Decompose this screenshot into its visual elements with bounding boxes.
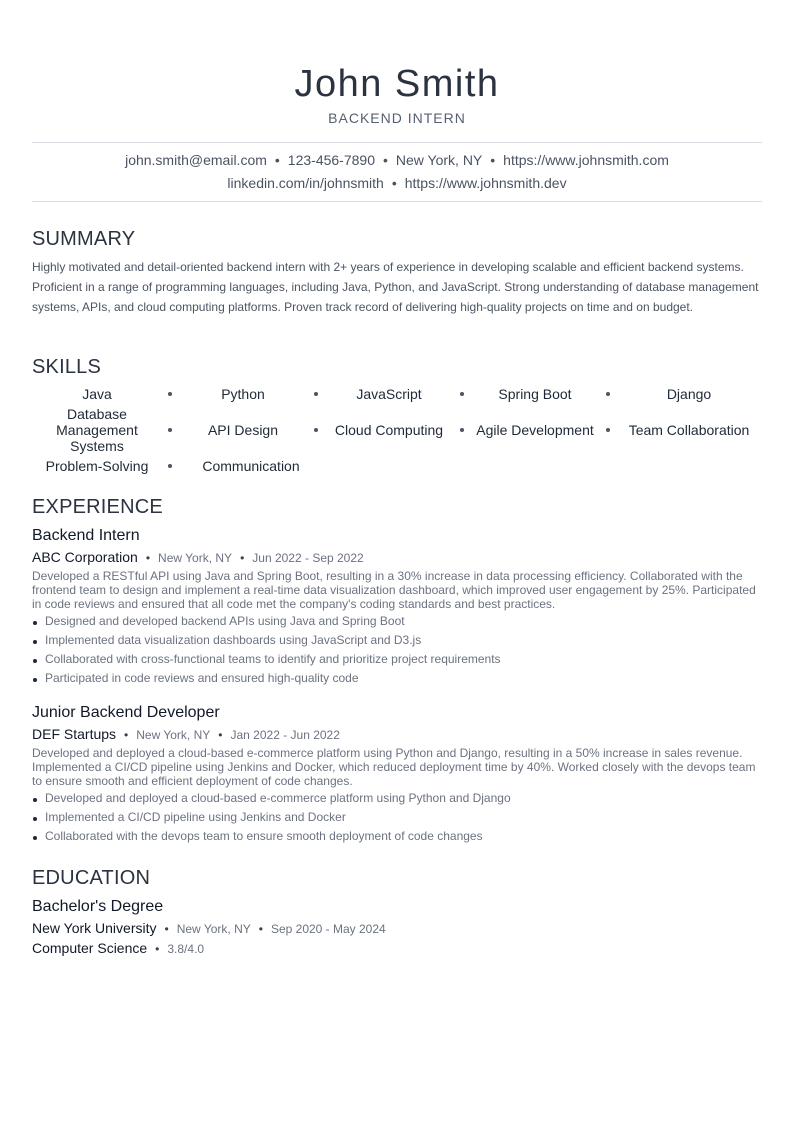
website-link[interactable]: https://www.johnsmith.com — [503, 152, 669, 168]
separator: • — [164, 922, 169, 936]
education-major-meta — [32, 940, 204, 957]
job-location: New York, NY — [158, 551, 233, 565]
list-item — [32, 809, 762, 828]
email-link[interactable]: john.smith@email.com — [125, 152, 267, 168]
experience-heading: EXPERIENCE — [32, 496, 163, 518]
job-location: New York, NY — [136, 728, 211, 742]
bullet-icon — [33, 621, 37, 625]
separator: • — [258, 922, 263, 936]
skill-separator — [606, 392, 610, 396]
education-heading: EDUCATION — [32, 867, 151, 889]
degree-title: Bachelor's Degree — [32, 898, 164, 915]
bullet-icon — [33, 659, 37, 663]
major: Computer Science — [32, 940, 148, 956]
bullet-text: Collaborated with the devops team to ensure smooth deployment of code changes — [45, 829, 483, 843]
list-item — [32, 632, 762, 651]
gpa: 3.8/4.0 — [167, 942, 205, 956]
skill-item: Spring Boot — [498, 386, 572, 402]
skill-separator — [314, 392, 318, 396]
job-bullets — [32, 790, 762, 847]
separator: • — [124, 728, 129, 742]
divider — [32, 201, 762, 202]
skill-separator — [460, 392, 464, 396]
list-item — [32, 790, 762, 809]
bullet-text: Developed and deployed a cloud-based e-commerce platform using Python and Django — [45, 791, 511, 805]
job-meta — [32, 549, 364, 566]
bullet-text: Designed and developed backend APIs using Java and Spring Boot — [45, 614, 405, 628]
company-name: ABC Corporation — [32, 549, 138, 565]
job-bullets — [32, 613, 762, 689]
skill-item: Database Management Systems — [56, 406, 138, 454]
job-dates: Jun 2022 - Sep 2022 — [252, 551, 364, 565]
skill-item: Communication — [202, 458, 300, 474]
list-item — [32, 613, 762, 632]
bullet-text: Implemented data visualization dashboards using JavaScript and D3.js — [45, 633, 422, 647]
divider — [32, 142, 762, 143]
skill-separator — [314, 428, 318, 432]
skills-row — [32, 406, 762, 456]
separator: • — [391, 175, 397, 191]
phone-number[interactable]: 123-456-7890 — [287, 152, 375, 168]
location: New York, NY — [395, 152, 483, 168]
separator: • — [382, 152, 388, 168]
separator: • — [490, 152, 496, 168]
separator: • — [274, 152, 280, 168]
bullet-text: Participated in code reviews and ensured high-quality code — [45, 671, 359, 685]
job-description: Developed a RESTful API using Java and Spring Boot, resulting in a 30% increase in data processing efficiency. Collaborated with the frontend team to design and implement a real-time data visualization dashboard, which improved user engagement by 25%. Participated in code reviews and ensured that all code met the company's coding standards and best practices. — [32, 569, 756, 611]
job-meta — [32, 726, 340, 743]
linkedin-link[interactable]: linkedin.com/in/johnsmith — [227, 175, 384, 191]
bullet-icon — [33, 678, 37, 682]
skill-item: Agile Development — [476, 422, 594, 438]
bullet-text: Implemented a CI/CD pipeline using Jenkins and Docker — [45, 810, 346, 824]
bullet-icon — [33, 817, 37, 821]
skills-heading: SKILLS — [32, 356, 102, 378]
skill-item: JavaScript — [356, 386, 422, 402]
bullet-text: Collaborated with cross-functional teams to identify and prioritize project requirements — [45, 652, 501, 666]
list-item — [32, 828, 762, 847]
separator: • — [155, 942, 160, 956]
summary-text: Highly motivated and detail-oriented backend intern with 2+ years of experience in developing scalable and efficient backend systems. Proficient in a range of programming languages, including Java, Python, and JavaScript. Strong understanding of database management systems, APIs, and cloud computing platforms. Proven track record of delivering high-quality projects on time and on budget. — [32, 260, 759, 314]
job-title: Backend Intern — [32, 527, 140, 544]
candidate-title: BACKEND INTERN — [328, 110, 466, 126]
education-meta — [32, 920, 386, 937]
bullet-icon — [33, 798, 37, 802]
skill-item: API Design — [207, 422, 279, 438]
summary-heading: SUMMARY — [32, 228, 136, 250]
contact-line-2 — [32, 175, 762, 192]
job-description: Developed and deployed a cloud-based e-commerce platform using Python and Django, resulting in a 50% increase in sales revenue. Implemented a CI/CD pipeline using Jenkins and Docker, which reduced deployment time by 40%. Worked closely with the devops team to ensure smooth and efficient deployment of code changes. — [32, 746, 756, 788]
separator: • — [145, 551, 151, 565]
bullet-icon — [33, 836, 37, 840]
dev-website-link[interactable]: https://www.johnsmith.dev — [404, 175, 567, 191]
bullet-icon — [33, 640, 37, 644]
skill-separator — [606, 428, 610, 432]
skill-item: Team Collaboration — [628, 422, 750, 438]
skill-item: Problem-Solving — [45, 458, 149, 474]
school-location: New York, NY — [176, 922, 251, 936]
skill-item: Java — [82, 386, 112, 402]
skill-separator — [460, 428, 464, 432]
skill-item: Cloud Computing — [334, 422, 444, 438]
separator: • — [240, 551, 245, 565]
skill-item: Python — [221, 386, 265, 402]
contact-line-1 — [32, 152, 762, 169]
list-item — [32, 670, 762, 689]
company-name: DEF Startups — [32, 726, 117, 742]
school-name: New York University — [32, 920, 157, 936]
job-title: Junior Backend Developer — [32, 704, 220, 721]
separator: • — [218, 728, 223, 742]
list-item — [32, 651, 762, 670]
skill-separator — [168, 428, 172, 432]
job-dates: Jan 2022 - Jun 2022 — [230, 728, 340, 742]
skill-separator — [168, 392, 172, 396]
candidate-name: John Smith — [294, 63, 500, 105]
education-dates: Sep 2020 - May 2024 — [270, 922, 386, 936]
skill-separator — [168, 464, 172, 468]
skill-item: Django — [666, 386, 712, 402]
